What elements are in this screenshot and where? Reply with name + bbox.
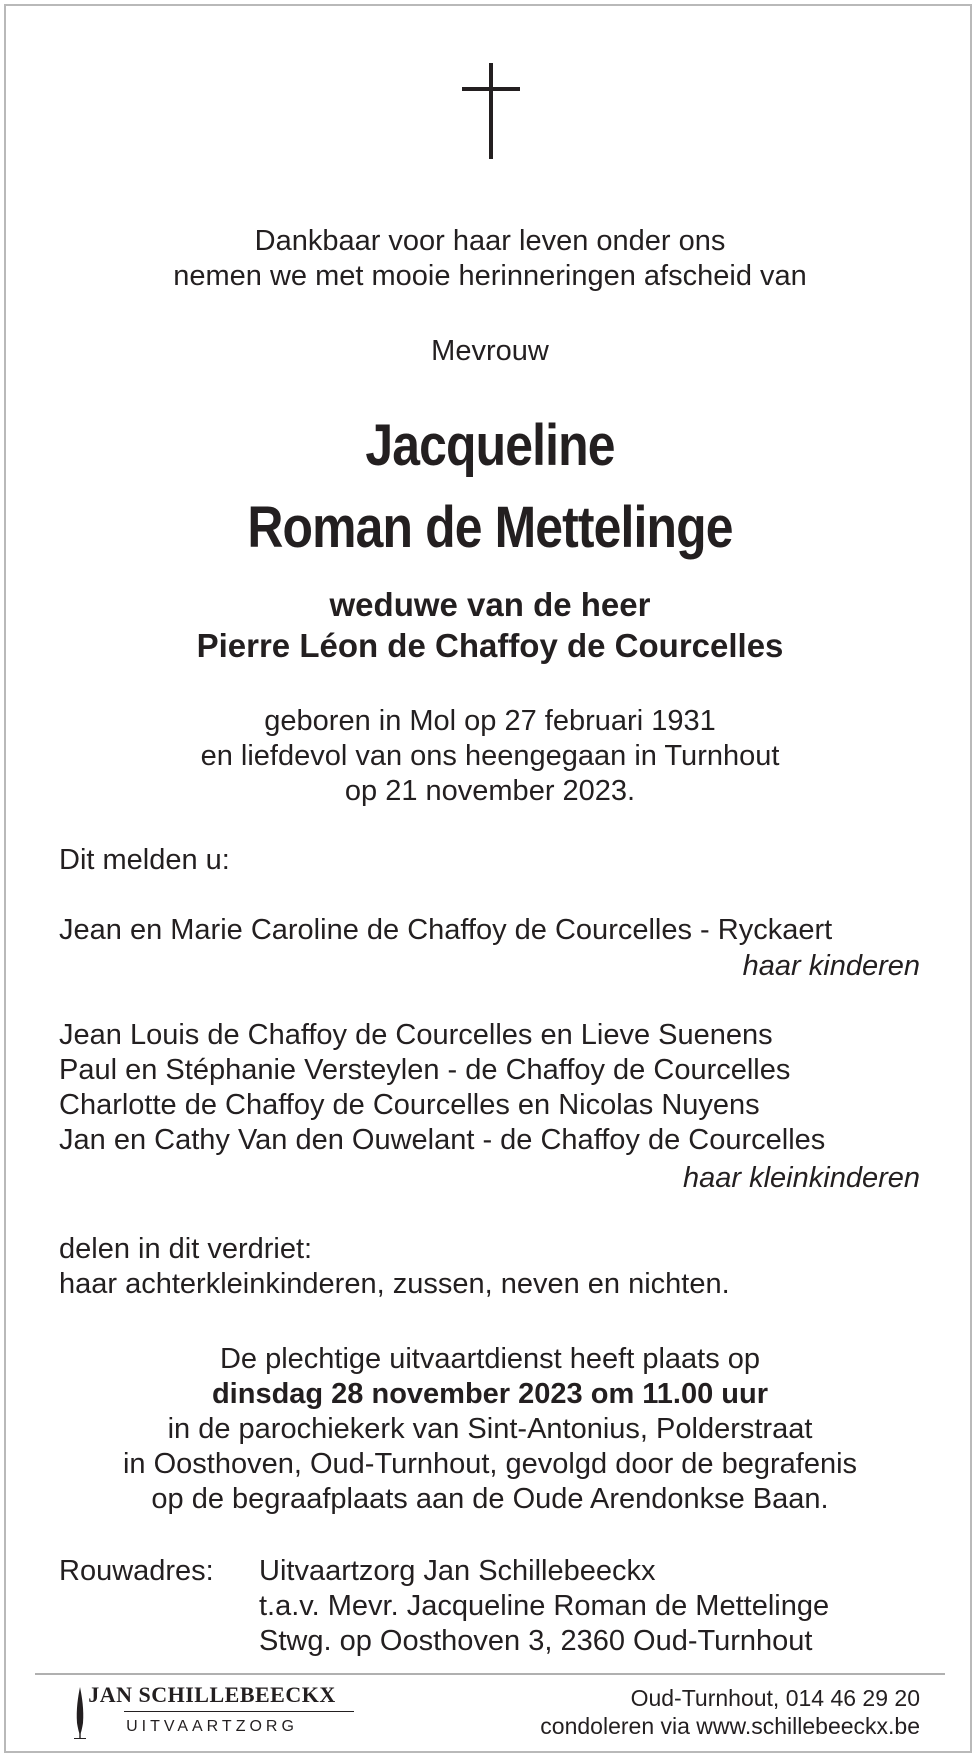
spouse-name: Pierre Léon de Chaffoy de Courcelles	[196, 627, 784, 664]
announcement-label: Dit melden u:	[59, 844, 230, 876]
children-role: haar kinderen	[742, 950, 920, 982]
sharing-text	[59, 1232, 730, 1302]
deceased-first-name: Jacqueline	[365, 413, 615, 478]
grandchild-entry: Jean Louis de Chaffoy de Courcelles en Lieve Suenens	[59, 1019, 773, 1051]
honorific: Mevrouw	[431, 335, 549, 367]
mourning-address	[259, 1554, 829, 1659]
mourning-address-label: Rouwadres:	[59, 1555, 214, 1587]
service-detail: in Oosthoven, Oud-Turnhout, gevolgd door de begrafenis	[122, 1448, 858, 1480]
service-info	[40, 1342, 940, 1517]
dates-line: geboren in Mol op 27 februari 1931	[264, 705, 716, 737]
service-datetime-text: dinsdag 28 november 2023 om 11.00 uur	[211, 1378, 769, 1410]
address-line: Uitvaartzorg Jan Schillebeeckx	[259, 1555, 656, 1587]
logo-rule	[124, 1711, 354, 1712]
sharing-line: delen in dit verdriet:	[59, 1233, 313, 1265]
intro-line: nemen we met mooie herinneringen afscheid van	[173, 260, 807, 292]
footer-contact	[540, 1684, 920, 1740]
dates-line: en liefdevol van ons heengegaan in Turnhout	[200, 740, 780, 772]
sharing-line: haar achterkleinkinderen, zussen, neven en nichten.	[59, 1268, 730, 1300]
service-datetime	[40, 1377, 940, 1412]
service-detail: op de begraafplaats aan de Oude Arendonkse Baan.	[151, 1483, 829, 1515]
grandchild-entry: Paul en Stéphanie Versteylen - de Chaffoy de Courcelles	[59, 1054, 791, 1086]
logo-name: JAN SCHILLEBEECKX	[88, 1682, 336, 1707]
dates-line: op 21 november 2023.	[344, 775, 636, 807]
intro-text	[40, 224, 940, 294]
service-detail: in de parochiekerk van Sint-Antonius, Polderstraat	[167, 1413, 813, 1445]
deceased-last-name: Roman de Mettelinge	[247, 495, 733, 560]
grandchildren-names	[59, 1018, 825, 1158]
spouse-info	[40, 584, 940, 666]
spouse-line: weduwe van de heer	[329, 586, 651, 623]
grandchildren-role: haar kleinkinderen	[683, 1162, 920, 1194]
address-line: t.a.v. Mevr. Jacqueline Roman de Mettelinge	[259, 1590, 830, 1622]
contact-website[interactable]: condoleren via www.schillebeeckx.be	[540, 1713, 920, 1739]
grandchild-entry: Charlotte de Chaffoy de Courcelles en Nicolas Nuyens	[59, 1089, 760, 1121]
address-line: Stwg. op Oosthoven 3, 2360 Oud-Turnhout	[259, 1625, 813, 1657]
contact-phone: Oud-Turnhout, 014 46 29 20	[630, 1685, 920, 1711]
footer-divider	[35, 1673, 945, 1675]
grandchild-entry: Jan en Cathy Van den Ouwelant - de Chaffoy de Courcelles	[59, 1124, 826, 1156]
service-intro: De plechtige uitvaartdienst heeft plaats op	[219, 1343, 761, 1375]
life-dates	[40, 704, 940, 809]
intro-line: Dankbaar voor haar leven onder ons	[254, 225, 726, 257]
logo-subtitle: UITVAARTZORG	[126, 1718, 298, 1735]
cross-icon	[462, 63, 520, 159]
deceased-name	[40, 405, 940, 569]
children-names: Jean en Marie Caroline de Chaffoy de Courcelles - Ryckaert	[59, 914, 833, 946]
